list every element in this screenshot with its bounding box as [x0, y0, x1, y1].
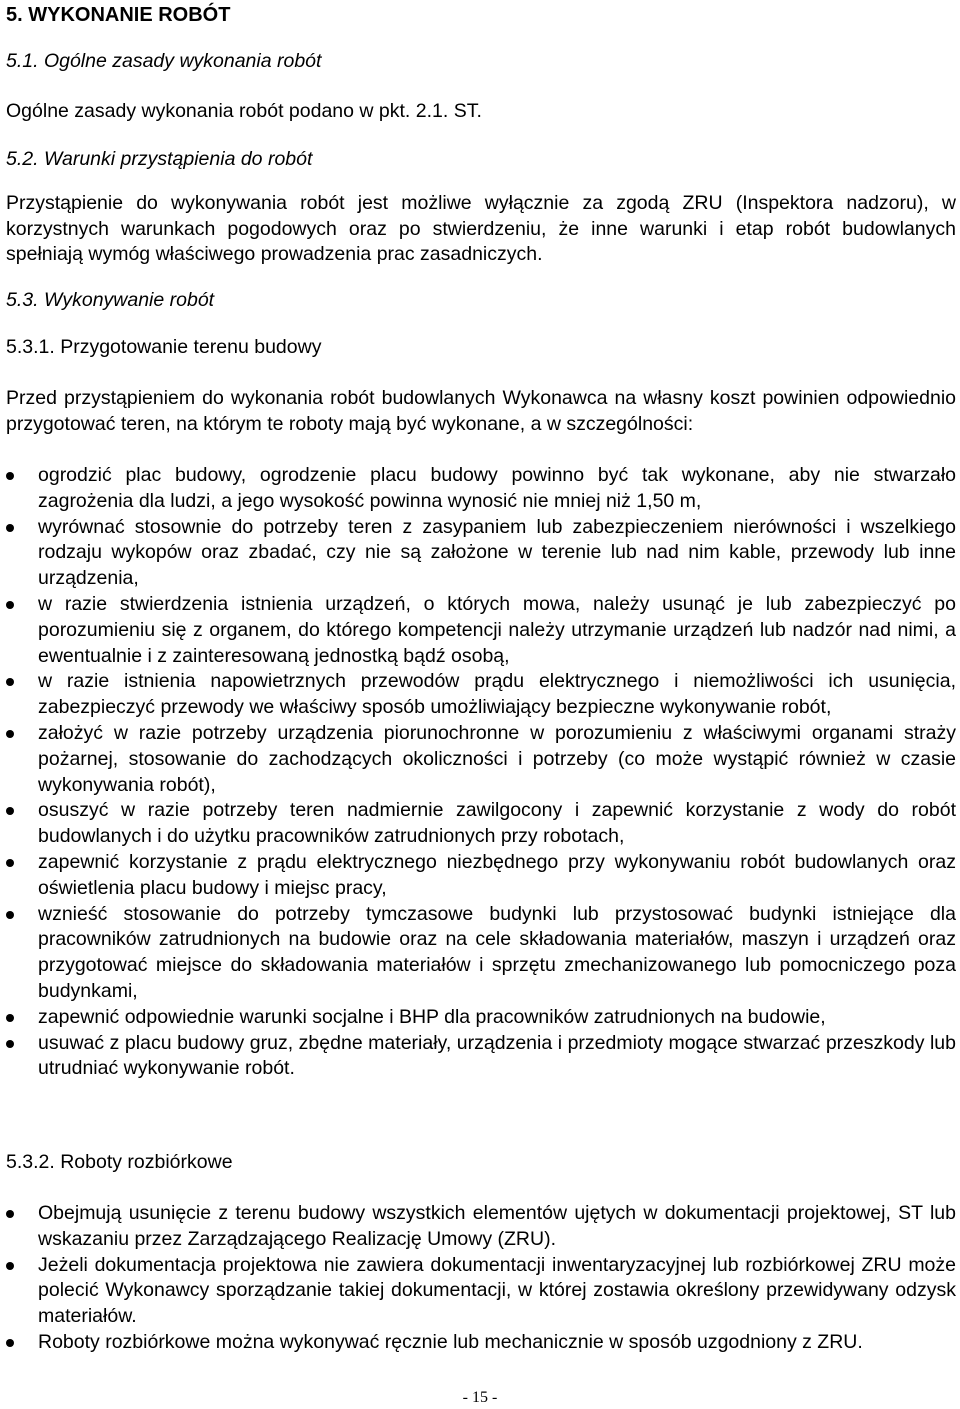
list-item	[6, 1005, 956, 1031]
bullet-icon	[6, 807, 14, 815]
subsection-heading-5-3: 5.3. Wykonywanie robót	[6, 289, 215, 311]
list-item-text: w razie istnienia napowietrznych przewodów prądu elektrycznego i niemożliwości ich usunięcia, zabezpieczyć przewody we właściwy sposób umożliwiający bezpieczne wykonywanie robót,	[38, 670, 956, 719]
list-item-text: ogrodzić plac budowy, ogrodzenie placu budowy powinno być tak wykonane, aby nie stwarzało zagrożenia dla ludzi, a jego wysokość powinna wynosić nie mniej niż 1,50 m,	[38, 464, 956, 512]
list-item-text: w razie stwierdzenia istnienia urządzeń, o których mowa, należy usunąć je lub zabezpieczyć po porozumieniu się z organem, do którego kompetencji należy utrzymanie urządzeń lub nadzór nad nimi, a ewentualnie i z zainteresowaną jednostką bądź osobą,	[38, 592, 956, 667]
bullet-icon	[6, 524, 14, 532]
bullet-icon	[6, 1014, 14, 1022]
list-item	[6, 902, 956, 1005]
list-item	[6, 721, 956, 798]
bullet-icon	[6, 859, 14, 867]
bullet-icon	[6, 1210, 14, 1218]
subsection-heading-5-3-1: 5.3.1. Przygotowanie terenu budowy	[6, 336, 322, 358]
subsection-heading-5-3-2: 5.3.2. Roboty rozbiórkowe	[6, 1151, 233, 1173]
list-item-text: Roboty rozbiórkowe można wykonywać ręcznie lub mechanicznie w sposób uzgodniony z ZRU.	[38, 1330, 863, 1353]
subsection-heading-5-1: 5.1. Ogólne zasady wykonania robót	[6, 50, 322, 72]
list-item-text: wyrównać stosownie do potrzeby teren z zasypaniem lub zabezpieczeniem nierówności i wszelkiego rodzaju wykopów oraz zbadać, czy nie są założone w terenie lub nad nim kable, przewody lub inne urządzenia,	[38, 515, 956, 590]
bullet-icon	[6, 1339, 14, 1347]
bullet-icon	[6, 601, 14, 609]
demolition-list	[6, 1201, 956, 1356]
list-item-text: założyć w razie potrzeby urządzenia piorunochronne w porozumieniu z właściwymi organami straży pożarnej, stosowanie do zachodzących okoliczności i potrzeby (co może wystąpić również w czasie wykonywania robót),	[38, 721, 956, 796]
list-item	[6, 798, 956, 850]
bullet-icon	[6, 678, 14, 686]
list-item	[6, 1201, 956, 1253]
list-item-text: usuwać z placu budowy gruz, zbędne materiały, urządzenia i przedmioty mogące stwarzać przeszkody lub utrudniać wykonywanie robót.	[38, 1031, 956, 1080]
list-item	[6, 1031, 956, 1083]
bullet-icon	[6, 472, 14, 480]
list-item-text: zapewnić odpowiednie warunki socjalne i BHP dla pracowników zatrudnionych na budowie,	[38, 1005, 826, 1028]
section-heading: 5. WYKONANIE ROBÓT	[6, 4, 231, 26]
list-item	[6, 1253, 956, 1330]
list-item	[6, 669, 956, 721]
list-item-text: wznieść stosowanie do potrzeby tymczasowe budynki lub przystosować budynki istniejące dla pracowników zatrudnionych na budowie oraz na cele składowania materiałów, maszyn i urządzeń oraz przygotować miejsce do składowania materiałów i sprzętu zmechanizowanego lub pomocniczego poza budynkami,	[38, 902, 956, 1002]
list-item-text: osuszyć w razie potrzeby teren nadmiernie zawilgocony i zapewnić korzystanie z wody do robót budowlanych i do użytku pracowników zatrudnionych przy robotach,	[38, 799, 956, 848]
list-item	[6, 463, 956, 515]
bullet-icon	[6, 1262, 14, 1270]
bullet-icon	[6, 911, 14, 919]
list-item	[6, 1330, 956, 1356]
list-item-text: Obejmują usunięcie z terenu budowy wszystkich elementów ujętych w dokumentacji projektowej, ST lub wskazaniu przez Zarządzającego Realizację Umowy (ZRU).	[38, 1202, 956, 1250]
subsection-heading-5-2: 5.2. Warunki przystąpienia do robót	[6, 148, 313, 170]
list-item	[6, 515, 956, 592]
list-item-text: Jeżeli dokumentacja projektowa nie zawiera dokumentacji inwentaryzacyjnej lub rozbiórkowej ZRU może polecić Wykonawcy sporządzanie takiej dokumentacji, w której zostawia określony przewidywany odzysk materiałów.	[38, 1253, 956, 1328]
list-item	[6, 592, 956, 669]
paragraph-5-2: Przystąpienie do wykonywania robót jest możliwe wyłącznie za zgodą ZRU (Inspektora nadzoru), w korzystnych warunkach pogodowych oraz po stwierdzeniu, że inne warunki i etap robót budowlanych spełniają wymóg właściwego prowadzenia prac zasadniczych.	[6, 192, 956, 265]
page-number: - 15 -	[462, 1389, 498, 1406]
paragraph-5-3-1-intro: Przed przystąpieniem do wykonania robót budowlanych Wykonawca na własny koszt powinien odpowiednio przygotować teren, na którym te roboty mają być wykonane, a w szczególności:	[6, 387, 956, 435]
paragraph-5-1: Ogólne zasady wykonania robót podano w pkt. 2.1. ST.	[6, 100, 482, 122]
bullet-icon	[6, 1040, 14, 1048]
site-preparation-list	[6, 463, 956, 1082]
list-item-text: zapewnić korzystanie z prądu elektrycznego niezbędnego przy wykonywaniu robót budowlanych oraz oświetlenia placu budowy i miejsc pracy,	[38, 850, 956, 899]
list-item	[6, 850, 956, 902]
bullet-icon	[6, 730, 14, 738]
